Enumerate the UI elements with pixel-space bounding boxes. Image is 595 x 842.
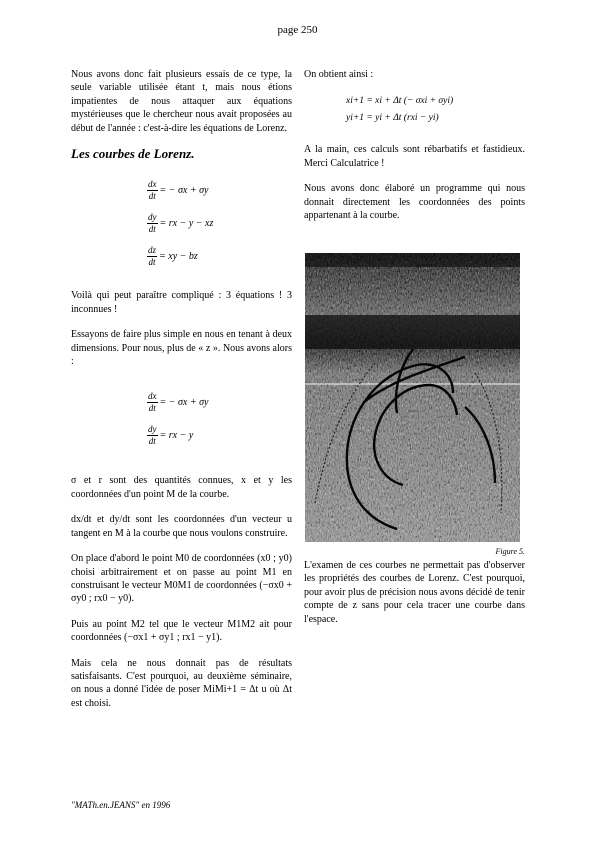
page-footer: "MATh.en.JEANS" en 1996 <box>71 800 171 810</box>
eq-numerator: dx <box>148 179 157 190</box>
iteration-y: yi+1 = yi + Δt (rxi − yi) <box>346 113 439 124</box>
examen-text: L'examen de ces courbes ne permettait pas d'observer les propriétés des courbes de Lorenz. C'est pourquoi, pour avoir plus de précision nous avons décidé de tenir compte de z sans pour cela tracer une courbe dans l'espace. <box>304 560 525 625</box>
section-title: Les courbes de Lorenz. <box>71 146 195 162</box>
eq-rhs: = rx − y <box>159 430 194 442</box>
examen-paragraph <box>304 559 525 626</box>
iteration-equations <box>346 93 525 127</box>
puis-paragraph: Puis au point M2 tel que le vecteur M1M2 ait pour coordonnées (−σx1 + σy1 ; rx1 − y1). <box>71 618 292 644</box>
place-paragraph: On place d'abord le point M0 de coordonnées (x0 ; y0) choisi arbitrairement et on passe au point M1 en construisant le vecteur M0M1 de coordonnées (−σx0 + σy0 ; rx0 − y0). <box>71 553 292 605</box>
equation-dy-2d <box>147 419 292 452</box>
eq-rhs: = rx − y − xz <box>159 218 214 230</box>
eq-rhs: = xy − bz <box>159 251 198 263</box>
eq-numerator: dx <box>148 391 157 402</box>
eq-rhs: = − σx + σy <box>159 185 209 197</box>
right-column <box>304 68 525 234</box>
obtient-paragraph: On obtient ainsi : <box>304 69 374 80</box>
eq-denominator: dt <box>148 257 156 268</box>
equation-dx-2d <box>147 386 292 419</box>
vecteur-paragraph: dx/dt et dy/dt sont les coordonnées d'un vecteur u tangent en M à la courbe que nous voulons construire. <box>71 514 292 539</box>
left-column <box>71 68 292 722</box>
equation-dz <box>147 240 292 273</box>
iteration-x: xi+1 = xi + Δt (− σxi + σyi) <box>346 96 454 107</box>
sigma-paragraph: σ et r sont des quantités connues, x et y les coordonnées d'un point M de la courbe. <box>71 475 292 500</box>
programme-paragraph: Nous avons donc élaboré un programme qui nous donnait directement les coordonnées des points appartenant à la courbe. <box>304 183 525 222</box>
equation-dy <box>147 207 292 240</box>
eq-denominator: dt <box>148 191 156 202</box>
figure-5-image <box>305 253 520 542</box>
equation-dx <box>147 174 292 207</box>
intro-paragraph: Nous avons donc fait plusieurs essais de ce type, la seule variable utilisée étant t, mais nous étions impatientes de nous attaquer aux équations mystérieuses que le chercheur nous avait proposées au début de l'année : c'est-à-dire les équations de Lorenz. <box>71 69 292 134</box>
eq-denominator: dt <box>148 436 156 447</box>
eq-denominator: dt <box>148 224 156 235</box>
eq-rhs: = − σx + σy <box>159 397 209 409</box>
figure-caption: Figure 5. <box>495 547 525 556</box>
complique-paragraph: Voilà qui peut paraître compliqué : 3 équations ! 3 inconnues ! <box>71 290 292 315</box>
eq-numerator: dy <box>148 424 157 435</box>
eq-numerator: dz <box>148 245 157 256</box>
eq-numerator: dy <box>148 212 157 223</box>
page-number: page 250 <box>277 24 318 36</box>
simple-equations <box>147 386 292 452</box>
eq-denominator: dt <box>148 403 156 414</box>
mais-paragraph: Mais cela ne nous donnait pas de résultats satisfaisants. C'est pourquoi, au deuxième séminaire, on nous a donné l'idée de poser MiMi+1 = Δt u où Δt est choisi. <box>71 657 292 709</box>
main-paragraph: A la main, ces calculs sont rébarbatifs et fastidieux. Merci Calculatrice ! <box>304 144 525 169</box>
essayons-paragraph: Essayons de faire plus simple en nous en tenant à deux dimensions. Pour nous, plus de « z ». Nous avons alors : <box>71 329 292 368</box>
lorenz-equations <box>147 174 292 273</box>
